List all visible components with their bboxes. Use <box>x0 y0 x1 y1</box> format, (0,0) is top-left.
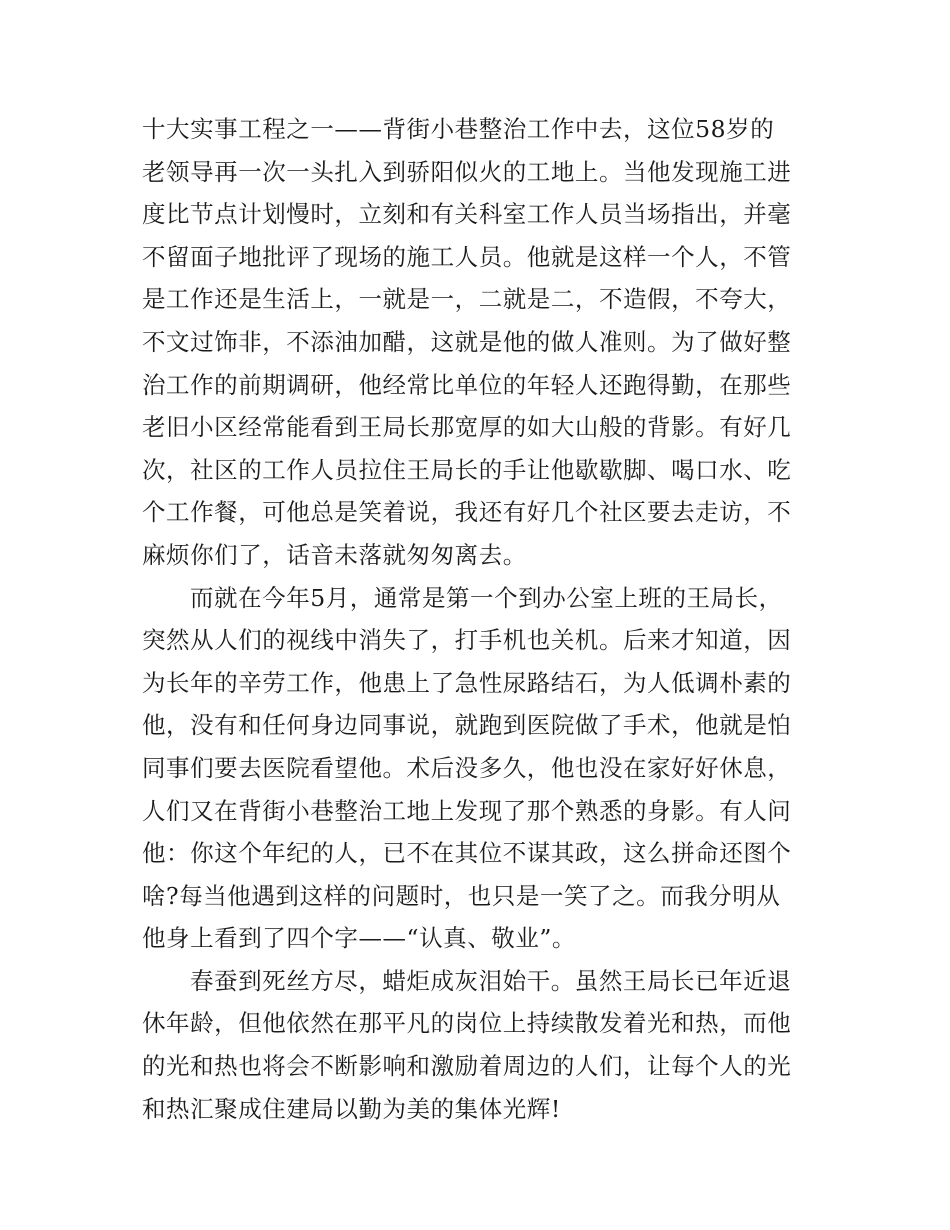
text-line: 度比节点计划慢时，立刻和有关科室工作人员当场指出，并毫 <box>142 200 792 229</box>
text-line: 突然从人们的视线中消失了，打手机也关机。后来才知道，因 <box>142 626 792 655</box>
text-line: 啥?每当他遇到这样的问题时，也只是一笑了之。而我分明从 <box>142 881 781 910</box>
text-line: 十大实事工程之一——背街小巷整治工作中去，这位58岁的 <box>142 115 775 143</box>
text-line: 的光和热也将会不断影响和激励着周边的人们，让每个人的光 <box>142 1052 792 1081</box>
text-line: 次，社区的工作人员拉住王局长的手让他歇歇脚、喝口水、吃 <box>142 455 792 484</box>
paragraph-first-line: 而就在今年5月，通常是第一个到办公室上班的王局长， <box>190 583 783 612</box>
text-line: 他：你这个年纪的人，已不在其位不谋其政，这么拼命还图个 <box>142 839 792 868</box>
paragraph-first-line: 春蚕到死丝方尽，蜡炬成灰泪始干。虽然王局长已年近退 <box>190 966 792 995</box>
text-line: 治工作的前期调研，他经常比单位的年轻人还跑得勤，在那些 <box>142 370 792 399</box>
text-line: 不留面子地批评了现场的施工人员。他就是这样一个人，不管 <box>142 242 792 271</box>
text-line: 老领导再一次一头扎入到骄阳似火的工地上。当他发现施工进 <box>142 157 792 186</box>
text-line: 麻烦你们了，话音未落就匆匆离去。 <box>142 540 527 569</box>
text-line: 个工作餐，可他总是笑着说，我还有好几个社区要去走访，不 <box>142 498 792 527</box>
text-line: 和热汇聚成住建局以勤为美的集体光辉! <box>142 1094 561 1123</box>
text-line: 不文过饰非，不添油加醋，这就是他的做人准则。为了做好整 <box>142 327 792 356</box>
text-line: 是工作还是生活上，一就是一，二就是二，不造假，不夸大， <box>142 285 792 314</box>
text-line: 为长年的辛劳工作，他患上了急性尿路结石，为人低调朴素的 <box>142 668 792 697</box>
text-line: 同事们要去医院看望他。术后没多久，他也没在家好好休息， <box>142 753 792 782</box>
text-line: 他，没有和任何身边同事说，就跑到医院做了手术，他就是怕 <box>142 711 792 740</box>
text-line: 人们又在背街小巷整治工地上发现了那个熟悉的身影。有人问 <box>142 796 792 825</box>
text-line: 老旧小区经常能看到王局长那宽厚的如大山般的背影。有好几 <box>142 413 792 442</box>
document-body-text <box>142 108 822 1130</box>
text-line: 他身上看到了四个字——“认真、敬业”。 <box>142 924 576 953</box>
text-line: 休年龄，但他依然在那平凡的岗位上持续散发着光和热，而他 <box>142 1009 792 1038</box>
